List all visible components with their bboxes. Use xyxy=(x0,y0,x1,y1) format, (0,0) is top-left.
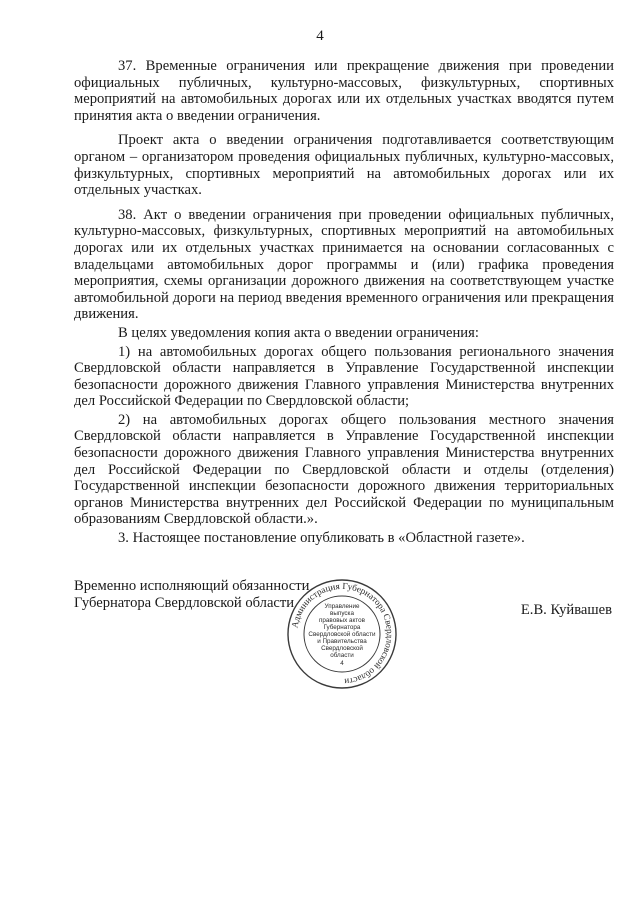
seal-center-line: и Правительства xyxy=(317,638,367,645)
seal-center-line: Свердловской области xyxy=(308,631,376,638)
seal-center-line: выпуска xyxy=(330,610,354,617)
seal-center-line: 4 xyxy=(340,660,344,667)
official-seal-stamp xyxy=(286,578,398,690)
signer-title-line-2: Губернатора Свердловской области xyxy=(74,595,295,611)
paragraph-notification: В целях уведомления копия акта о введении ограничения: xyxy=(118,324,479,341)
seal-center-line: Свердловской xyxy=(321,645,363,652)
seal-center-line: Губернатора xyxy=(323,624,361,631)
paragraph-item-1: 1) на автомобильных дорогах общего пользования регионального значения Свердловской области направляется в Управление Государственной инспекции безопасности дорожного движения Главного управления Министерства внутренних дел Российской Федерации по Свердловской области; xyxy=(74,343,614,410)
signer-name: Е.В. Куйвашев xyxy=(520,602,612,618)
paragraph-38: 38. Акт о введении ограничения при проведении официальных публичных, культурно-массовых, физкультурных, спортивных мероприятий на автомобильных дорогах или их отдельных участках принимается на основании согласованных с владельцами автомобильных дорог программы и (или) графика проведения мероприятия, схемы организации дорожного движения на соответствующем участке автомобильной дороги на период введения временного ограничения или прекращения движения. xyxy=(74,206,614,323)
document-body xyxy=(74,58,614,547)
seal-center-line: области xyxy=(330,652,354,659)
seal-center-line: правовых актов xyxy=(319,617,365,624)
paragraph-item-2: 2) на автомобильных дорогах общего пользования местного значения Свердловской области направляется в Управление Государственной инспекции безопасности дорожного движения Главного управления Министерства внутренних дел Российской Федерации по Свердловской области и отделы (отделения) Государственной инспекции безопасности дорожного движения территориальных органов Министерства внутренних дел Российской Федерации по муниципальным образованиям Свердловской области.». xyxy=(74,411,614,528)
page-number: 4 xyxy=(316,28,324,44)
paragraph-37: 37. Временные ограничения или прекращение движения при проведении официальных публичных, культурно-массовых, физкультурных, спортивных мероприятий на автомобильных дорогах или их отдельных участках вводятся путем принятия акта о введении ограничения. xyxy=(74,58,614,124)
seal-center-line: Управление xyxy=(324,603,360,610)
signer-title xyxy=(74,578,309,612)
seal-ring-text: Администрация Губернатора Свердловской области xyxy=(289,580,396,687)
seal-graphic xyxy=(286,578,398,690)
paragraph-draft-act: Проект акта о введении ограничения подготавливается соответствующим органом – организатором проведения официальных публичных, культурно-массовых, физкультурных, спортивных мероприятий на автомобильных дорогах или их отдельных участках. xyxy=(74,132,614,199)
paragraph-3-publish: 3. Настоящее постановление опубликовать в «Областной газете». xyxy=(118,530,525,547)
signer-title-line-1: Временно исполняющий обязанности xyxy=(74,578,310,594)
